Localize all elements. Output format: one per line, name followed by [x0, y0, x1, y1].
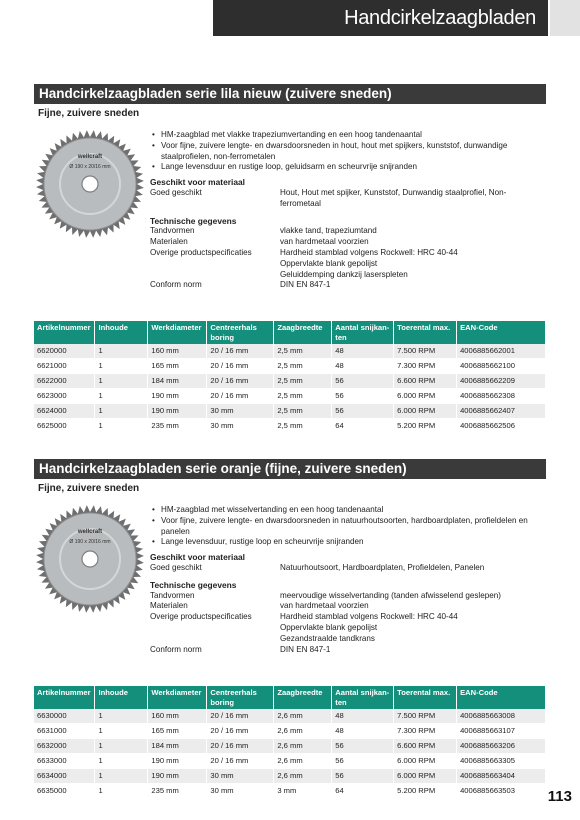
table-cell: 235 mm — [148, 784, 207, 799]
saw-blade-image — [34, 128, 146, 240]
table-cell: 20 / 16 mm — [207, 754, 274, 769]
table-cell: 6631000 — [34, 724, 95, 739]
table-cell: 6.000 RPM — [394, 404, 457, 419]
table-cell: 184 mm — [148, 374, 207, 389]
blade-size-label: Ø 190 x 20/16 mm — [69, 164, 111, 170]
table-cell: 2,5 mm — [274, 389, 332, 404]
table-row — [34, 389, 546, 404]
product-table-header-row — [34, 321, 546, 344]
table-cell: 6630000 — [34, 709, 95, 724]
column-header: Werkdiameter — [148, 321, 207, 344]
tech-key: Conform norm — [150, 644, 202, 654]
feature-list — [150, 505, 550, 548]
column-header: Toerental max. — [394, 321, 457, 344]
feature-item: • Voor fijne, zuivere lengte- en dwarsdoorsneden in hout, hout met spijkers, kunststof, dunwandige staalprofielen, non-ferrometalen — [150, 141, 550, 163]
feature-item: • HM-zaagblad met wisselvertanding en een hoog tandenaantal — [150, 505, 550, 516]
table-cell: 6632000 — [34, 739, 95, 754]
tech-row — [150, 634, 550, 645]
section-subtitle: Fijne, zuivere sneden — [38, 108, 140, 119]
tech-row — [150, 623, 550, 634]
table-cell: 30 mm — [207, 769, 274, 784]
feature-item: • HM-zaagblad met vlakke trapeziumvertanding en een hoog tandenaantal — [150, 130, 550, 141]
table-cell: 6625000 — [34, 419, 95, 434]
blade-brand-label: wellcraft — [77, 529, 103, 535]
tech-value: van hardmetaal voorzien — [280, 237, 369, 247]
table-cell: 1 — [95, 784, 148, 799]
column-header: Artikelnummer — [34, 686, 95, 709]
material-value: Hout, Hout met spijker, Kunststof, Dunwandig staalprofiel, Non-ferrometaal — [280, 187, 507, 208]
table-cell: 20 / 16 mm — [207, 374, 274, 389]
tech-key: Overige productspecificaties — [150, 612, 252, 622]
table-cell: 6.600 RPM — [394, 739, 457, 754]
table-cell: 56 — [332, 389, 394, 404]
material-key: Goed geschikt — [150, 187, 202, 197]
table-row — [34, 769, 546, 784]
table-cell: 4006885662001 — [457, 344, 546, 359]
column-header: Aantal snijkan-ten — [332, 686, 394, 709]
tech-row — [150, 280, 550, 291]
table-cell: 4006885663503 — [457, 784, 546, 799]
tech-row — [150, 591, 550, 602]
table-cell: 56 — [332, 754, 394, 769]
table-row — [34, 404, 546, 419]
tech-key: Materialen — [150, 237, 188, 247]
table-cell: 6.000 RPM — [394, 769, 457, 784]
table-cell: 7.300 RPM — [394, 724, 457, 739]
table-cell: 64 — [332, 784, 394, 799]
tech-heading: Technische gegevens — [150, 579, 237, 590]
table-cell: 1 — [95, 344, 148, 359]
column-header: Zaagbreedte — [274, 321, 332, 344]
blade-arbor-hole — [82, 176, 98, 192]
tech-row — [150, 237, 550, 248]
table-row — [34, 754, 546, 769]
table-cell: 4006885663305 — [457, 754, 546, 769]
table-cell: 20 / 16 mm — [207, 724, 274, 739]
table-cell: 6621000 — [34, 359, 95, 374]
table-cell: 1 — [95, 769, 148, 784]
table-cell: 6.000 RPM — [394, 389, 457, 404]
table-cell: 30 mm — [207, 784, 274, 799]
table-cell: 2,5 mm — [274, 419, 332, 434]
tech-value: DIN EN 847-1 — [280, 280, 331, 290]
tech-value: Hardheid stamblad volgens Rockwell: HRC 40-44 — [280, 247, 458, 257]
table-cell: 48 — [332, 359, 394, 374]
table-cell: 7.500 RPM — [394, 709, 457, 724]
table-cell: 190 mm — [148, 754, 207, 769]
section-title: Handcirkelzaagbladen serie lila nieuw (zuivere sneden) — [39, 86, 392, 101]
table-cell: 48 — [332, 724, 394, 739]
table-cell: 1 — [95, 404, 148, 419]
section-title: Handcirkelzaagbladen serie oranje (fijne, zuivere sneden) — [39, 461, 407, 476]
tech-row — [150, 270, 550, 281]
table-cell: 48 — [332, 344, 394, 359]
section-title-bar — [34, 84, 546, 104]
blade-arbor-hole — [82, 551, 98, 567]
table-cell: 7.300 RPM — [394, 359, 457, 374]
table-cell: 20 / 16 mm — [207, 739, 274, 754]
table-cell: 1 — [95, 739, 148, 754]
page-header-title: Handcirkelzaagbladen — [344, 7, 536, 29]
table-cell: 2,5 mm — [274, 374, 332, 389]
column-header: Inhoude — [95, 321, 148, 344]
material-key: Goed geschikt — [150, 562, 202, 572]
product-info — [150, 130, 550, 291]
table-cell: 6635000 — [34, 784, 95, 799]
tech-key: Overige productspecificaties — [150, 247, 252, 257]
tech-value: DIN EN 847-1 — [280, 644, 331, 654]
material-row — [150, 563, 550, 574]
table-row — [34, 724, 546, 739]
feature-item: • Voor fijne, zuivere lengte- en dwarsdoorsneden in natuurhoutsoorten, hardboardplaten, profieldelen en panelen — [150, 516, 550, 538]
feature-item: • Lange levensduur en rustige loop, geluidsarm en scheurvrije snijranden — [150, 162, 550, 173]
table-cell: 6624000 — [34, 404, 95, 419]
table-cell: 4006885663206 — [457, 739, 546, 754]
table-cell: 56 — [332, 374, 394, 389]
tech-row — [150, 226, 550, 237]
tech-row — [150, 612, 550, 623]
product-section-oranje — [34, 459, 546, 795]
table-cell: 184 mm — [148, 739, 207, 754]
table-cell: 4006885662209 — [457, 374, 546, 389]
table-cell: 20 / 16 mm — [207, 709, 274, 724]
table-cell: 56 — [332, 739, 394, 754]
table-cell: 2,5 mm — [274, 404, 332, 419]
tech-key — [150, 259, 280, 270]
table-cell: 1 — [95, 359, 148, 374]
column-header: EAN-Code — [457, 321, 546, 344]
table-cell: 165 mm — [148, 359, 207, 374]
table-cell: 1 — [95, 709, 148, 724]
table-cell: 2,6 mm — [274, 769, 332, 784]
table-cell: 4006885662100 — [457, 359, 546, 374]
tech-row — [150, 248, 550, 259]
section-subtitle: Fijne, zuivere sneden — [38, 483, 140, 494]
table-row — [34, 419, 546, 434]
table-cell: 1 — [95, 389, 148, 404]
column-header: Artikelnummer — [34, 321, 95, 344]
table-cell: 4006885662506 — [457, 419, 546, 434]
tech-key: Tandvormen — [150, 226, 195, 236]
table-cell: 30 mm — [207, 419, 274, 434]
table-cell: 190 mm — [148, 404, 207, 419]
tech-value: Geluiddemping dankzij laserspleten — [280, 269, 408, 279]
product-table — [34, 321, 546, 434]
table-cell: 6634000 — [34, 769, 95, 784]
table-cell: 160 mm — [148, 344, 207, 359]
tech-value: Gezandstraalde tandkrans — [280, 633, 375, 643]
material-heading: Geschikt voor materiaal — [150, 552, 245, 563]
column-header: Zaagbreedte — [274, 686, 332, 709]
material-value: Natuurhoutsoort, Hardboardplaten, Profieldelen, Panelen — [280, 562, 485, 572]
product-table-header-row — [34, 686, 546, 709]
tech-value: meervoudige wisselvertanding (tanden afwisselend geslepen) — [280, 590, 501, 600]
table-cell: 6622000 — [34, 374, 95, 389]
feature-item: • Lange levensduur, rustige loop en scheurvrije snijranden — [150, 537, 550, 548]
column-header: Aantal snijkan-ten — [332, 321, 394, 344]
header-edge-strip — [550, 0, 580, 36]
column-header: EAN-Code — [457, 686, 546, 709]
column-header: Toerental max. — [394, 686, 457, 709]
material-row — [150, 188, 550, 210]
tech-value: vlakke tand, trapeziumtand — [280, 226, 377, 236]
table-row — [34, 374, 546, 389]
table-cell: 2,6 mm — [274, 739, 332, 754]
table-cell: 6623000 — [34, 389, 95, 404]
table-cell: 190 mm — [148, 389, 207, 404]
table-cell: 20 / 16 mm — [207, 359, 274, 374]
tech-key: Tandvormen — [150, 590, 195, 600]
tech-value: Hardheid stamblad volgens Rockwell: HRC 40-44 — [280, 612, 458, 622]
tech-row — [150, 601, 550, 612]
table-cell: 6.000 RPM — [394, 754, 457, 769]
column-header: Centreerhals boring — [207, 686, 274, 709]
tech-key — [150, 634, 280, 645]
table-cell: 4006885662407 — [457, 404, 546, 419]
table-cell: 1 — [95, 724, 148, 739]
table-cell: 4006885662308 — [457, 389, 546, 404]
table-cell: 2,6 mm — [274, 754, 332, 769]
table-cell: 4006885663107 — [457, 724, 546, 739]
table-cell: 2,6 mm — [274, 724, 332, 739]
tech-row — [150, 259, 550, 270]
table-cell: 64 — [332, 419, 394, 434]
table-row — [34, 739, 546, 754]
table-cell: 3 mm — [274, 784, 332, 799]
table-cell: 20 / 16 mm — [207, 344, 274, 359]
table-cell: 56 — [332, 769, 394, 784]
table-cell: 1 — [95, 754, 148, 769]
table-cell: 2,5 mm — [274, 359, 332, 374]
blade-size-label: Ø 190 x 20/16 mm — [69, 539, 111, 545]
product-table — [34, 686, 546, 799]
column-header: Werkdiameter — [148, 686, 207, 709]
table-row — [34, 784, 546, 799]
tech-key — [150, 270, 280, 281]
table-cell: 6.600 RPM — [394, 374, 457, 389]
table-cell: 6620000 — [34, 344, 95, 359]
tech-key: Materialen — [150, 601, 188, 611]
table-cell: 5.200 RPM — [394, 784, 457, 799]
tech-row — [150, 645, 550, 656]
table-cell: 30 mm — [207, 404, 274, 419]
table-cell: 1 — [95, 374, 148, 389]
table-cell: 20 / 16 mm — [207, 389, 274, 404]
table-cell: 190 mm — [148, 769, 207, 784]
table-cell: 7.500 RPM — [394, 344, 457, 359]
column-header: Inhoude — [95, 686, 148, 709]
table-row — [34, 709, 546, 724]
table-cell: 6633000 — [34, 754, 95, 769]
table-cell: 56 — [332, 404, 394, 419]
material-heading: Geschikt voor materiaal — [150, 177, 245, 188]
product-table-body — [34, 709, 546, 799]
product-info — [150, 505, 550, 655]
table-cell: 4006885663404 — [457, 769, 546, 784]
table-cell: 165 mm — [148, 724, 207, 739]
tech-value: Oppervlakte blank gepolijst — [280, 258, 378, 268]
column-header: Centreerhals boring — [207, 321, 274, 344]
tech-key: Conform norm — [150, 280, 202, 290]
tech-value: Oppervlakte blank gepolijst — [280, 622, 378, 632]
table-cell: 1 — [95, 419, 148, 434]
saw-blade-image — [34, 503, 146, 615]
section-title-bar — [34, 459, 546, 479]
product-table-body — [34, 344, 546, 434]
tech-value: van hardmetaal voorzien — [280, 601, 369, 611]
page-number: 113 — [547, 788, 572, 805]
table-row — [34, 359, 546, 374]
table-cell: 2,5 mm — [274, 344, 332, 359]
tech-key — [150, 623, 280, 634]
table-cell: 2,6 mm — [274, 709, 332, 724]
table-cell: 4006885663008 — [457, 709, 546, 724]
table-cell: 5.200 RPM — [394, 419, 457, 434]
feature-list — [150, 130, 550, 173]
blade-brand-label: wellcraft — [77, 154, 103, 160]
page-header — [213, 0, 548, 36]
table-cell: 160 mm — [148, 709, 207, 724]
table-cell: 48 — [332, 709, 394, 724]
table-cell: 235 mm — [148, 419, 207, 434]
table-row — [34, 344, 546, 359]
product-section-lila — [34, 84, 546, 430]
tech-heading: Technische gegevens — [150, 215, 237, 226]
